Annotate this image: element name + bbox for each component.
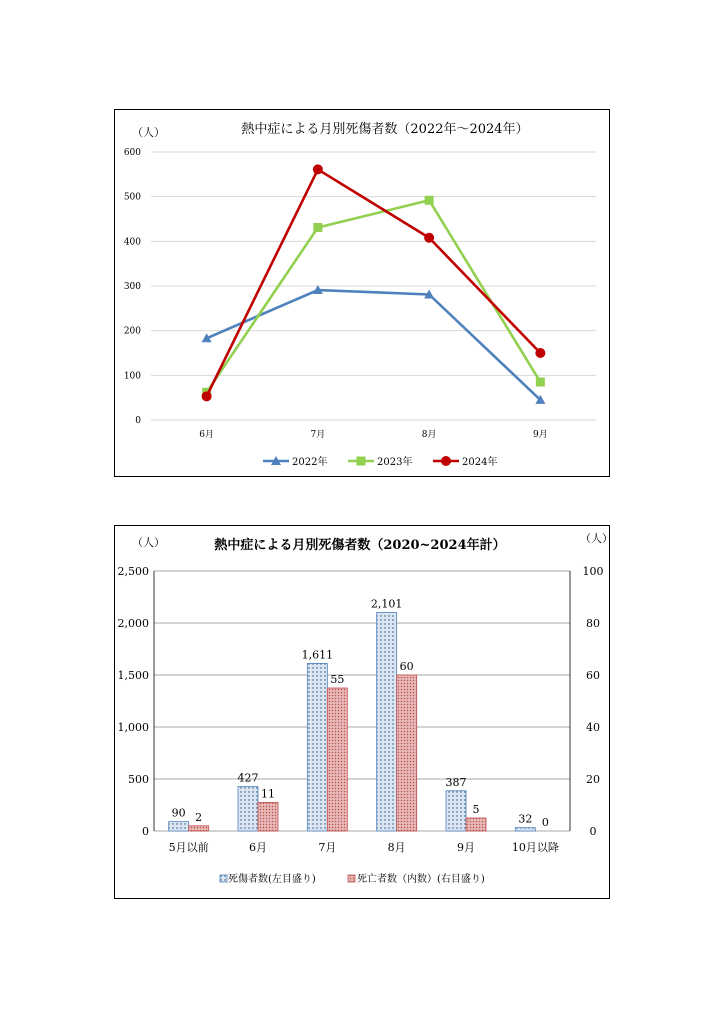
y-right-tick-label: 100 bbox=[582, 565, 604, 578]
x-tick-label: 8月 bbox=[387, 841, 406, 854]
x-axis-ticks bbox=[169, 840, 559, 854]
y-tick-label: 0 bbox=[135, 416, 141, 426]
x-tick-label: 6月 bbox=[249, 841, 267, 854]
data-point bbox=[424, 233, 434, 243]
y-tick-label: 300 bbox=[123, 282, 141, 292]
gridlines bbox=[154, 571, 570, 831]
data-point bbox=[313, 223, 322, 232]
data-point bbox=[535, 348, 545, 358]
data-label-casualties: 90 bbox=[171, 806, 186, 820]
data-label-casualties: 2,101 bbox=[370, 597, 403, 611]
y-tick-label: 400 bbox=[123, 237, 141, 248]
data-point bbox=[202, 391, 212, 401]
data-label-deaths: 2 bbox=[195, 810, 203, 824]
bar-deaths bbox=[466, 818, 486, 831]
series-line-2022年 bbox=[207, 290, 541, 400]
data-label-deaths: 5 bbox=[472, 803, 480, 816]
line-chart bbox=[115, 110, 609, 476]
x-axis-ticks bbox=[199, 429, 547, 440]
series-line-2024年 bbox=[207, 169, 541, 396]
bar-casualties bbox=[377, 612, 397, 831]
y-left-tick-label: 2,000 bbox=[117, 617, 149, 630]
x-tick-label: 7月 bbox=[310, 430, 326, 440]
bar-deaths bbox=[189, 826, 209, 831]
y-axis-left-unit: （人） bbox=[132, 536, 165, 549]
legend-swatch bbox=[348, 875, 355, 882]
y-tick-label: 200 bbox=[123, 326, 141, 337]
y-left-tick-label: 2,500 bbox=[117, 565, 149, 578]
bar-casualties bbox=[307, 663, 327, 831]
x-tick-label: 8月 bbox=[421, 430, 437, 440]
bar-chart bbox=[115, 526, 613, 898]
data-label-deaths: 0 bbox=[541, 816, 549, 829]
y-left-tick-label: 500 bbox=[128, 773, 149, 786]
bar-deaths bbox=[327, 688, 347, 831]
bar-casualties bbox=[238, 787, 258, 831]
data-label-deaths: 55 bbox=[330, 673, 345, 686]
legend bbox=[263, 455, 497, 468]
legend-swatch bbox=[220, 875, 227, 882]
x-tick-label: 7月 bbox=[318, 841, 337, 854]
y-axis-right-unit: （人） bbox=[580, 532, 613, 545]
data-label-casualties: 32 bbox=[518, 812, 533, 826]
y-left-tick-label: 0 bbox=[142, 825, 149, 838]
bar-deaths bbox=[397, 675, 417, 831]
y-right-tick-label: 0 bbox=[589, 825, 597, 838]
y-axis-unit: （人） bbox=[132, 126, 165, 139]
chart-title: 熱中症による月別死傷者数（2022年～2024年） bbox=[241, 122, 529, 137]
legend-label: 2024年 bbox=[462, 457, 498, 468]
data-point bbox=[425, 196, 434, 205]
legend bbox=[220, 872, 485, 885]
series-lines bbox=[202, 164, 546, 403]
legend-label: 2022年 bbox=[292, 457, 328, 468]
y-tick-label: 500 bbox=[123, 192, 141, 203]
bar-casualties bbox=[515, 828, 535, 831]
legend-marker bbox=[357, 457, 366, 466]
bar-casualties bbox=[169, 822, 189, 831]
y-tick-label: 600 bbox=[123, 148, 141, 158]
y-axis-left-ticks bbox=[118, 565, 150, 838]
y-right-tick-label: 20 bbox=[586, 773, 600, 786]
y-axis-ticks bbox=[124, 148, 141, 426]
x-tick-label: 6月 bbox=[199, 430, 214, 440]
x-tick-label: 10月以降 bbox=[511, 841, 559, 854]
data-label-deaths: 60 bbox=[399, 660, 414, 673]
x-tick-label: 9月 bbox=[457, 841, 475, 854]
line-chart-panel bbox=[114, 109, 610, 477]
x-tick-label: 5月以前 bbox=[168, 841, 209, 854]
y-left-tick-label: 1,500 bbox=[117, 669, 149, 682]
bar-deaths bbox=[258, 802, 278, 831]
data-point bbox=[313, 164, 323, 174]
legend-label: 死亡者数（内数）(右目盛り) bbox=[357, 874, 485, 885]
bar-chart-panel bbox=[114, 525, 613, 899]
y-tick-label: 100 bbox=[123, 371, 141, 382]
y-axis-right-ticks bbox=[583, 565, 604, 838]
legend-label: 死傷者数(左目盛り) bbox=[228, 874, 316, 885]
chart-title: 熱中症による月別死傷者数（2020~2024年計） bbox=[214, 538, 506, 553]
data-label-deaths: 11 bbox=[261, 787, 275, 801]
bar-casualties bbox=[446, 791, 466, 831]
data-point bbox=[536, 378, 545, 387]
bars bbox=[169, 597, 549, 831]
y-right-tick-label: 80 bbox=[586, 617, 600, 630]
y-left-tick-label: 1,000 bbox=[117, 721, 149, 734]
gridlines bbox=[151, 152, 596, 420]
legend-label: 2023年 bbox=[377, 457, 413, 468]
y-right-tick-label: 40 bbox=[586, 721, 600, 734]
legend-marker bbox=[441, 456, 451, 466]
y-right-tick-label: 60 bbox=[586, 669, 600, 682]
data-label-casualties: 1,611 bbox=[301, 648, 334, 662]
data-label-casualties: 427 bbox=[237, 771, 259, 785]
x-tick-label: 9月 bbox=[533, 430, 548, 440]
data-label-casualties: 387 bbox=[445, 775, 467, 789]
